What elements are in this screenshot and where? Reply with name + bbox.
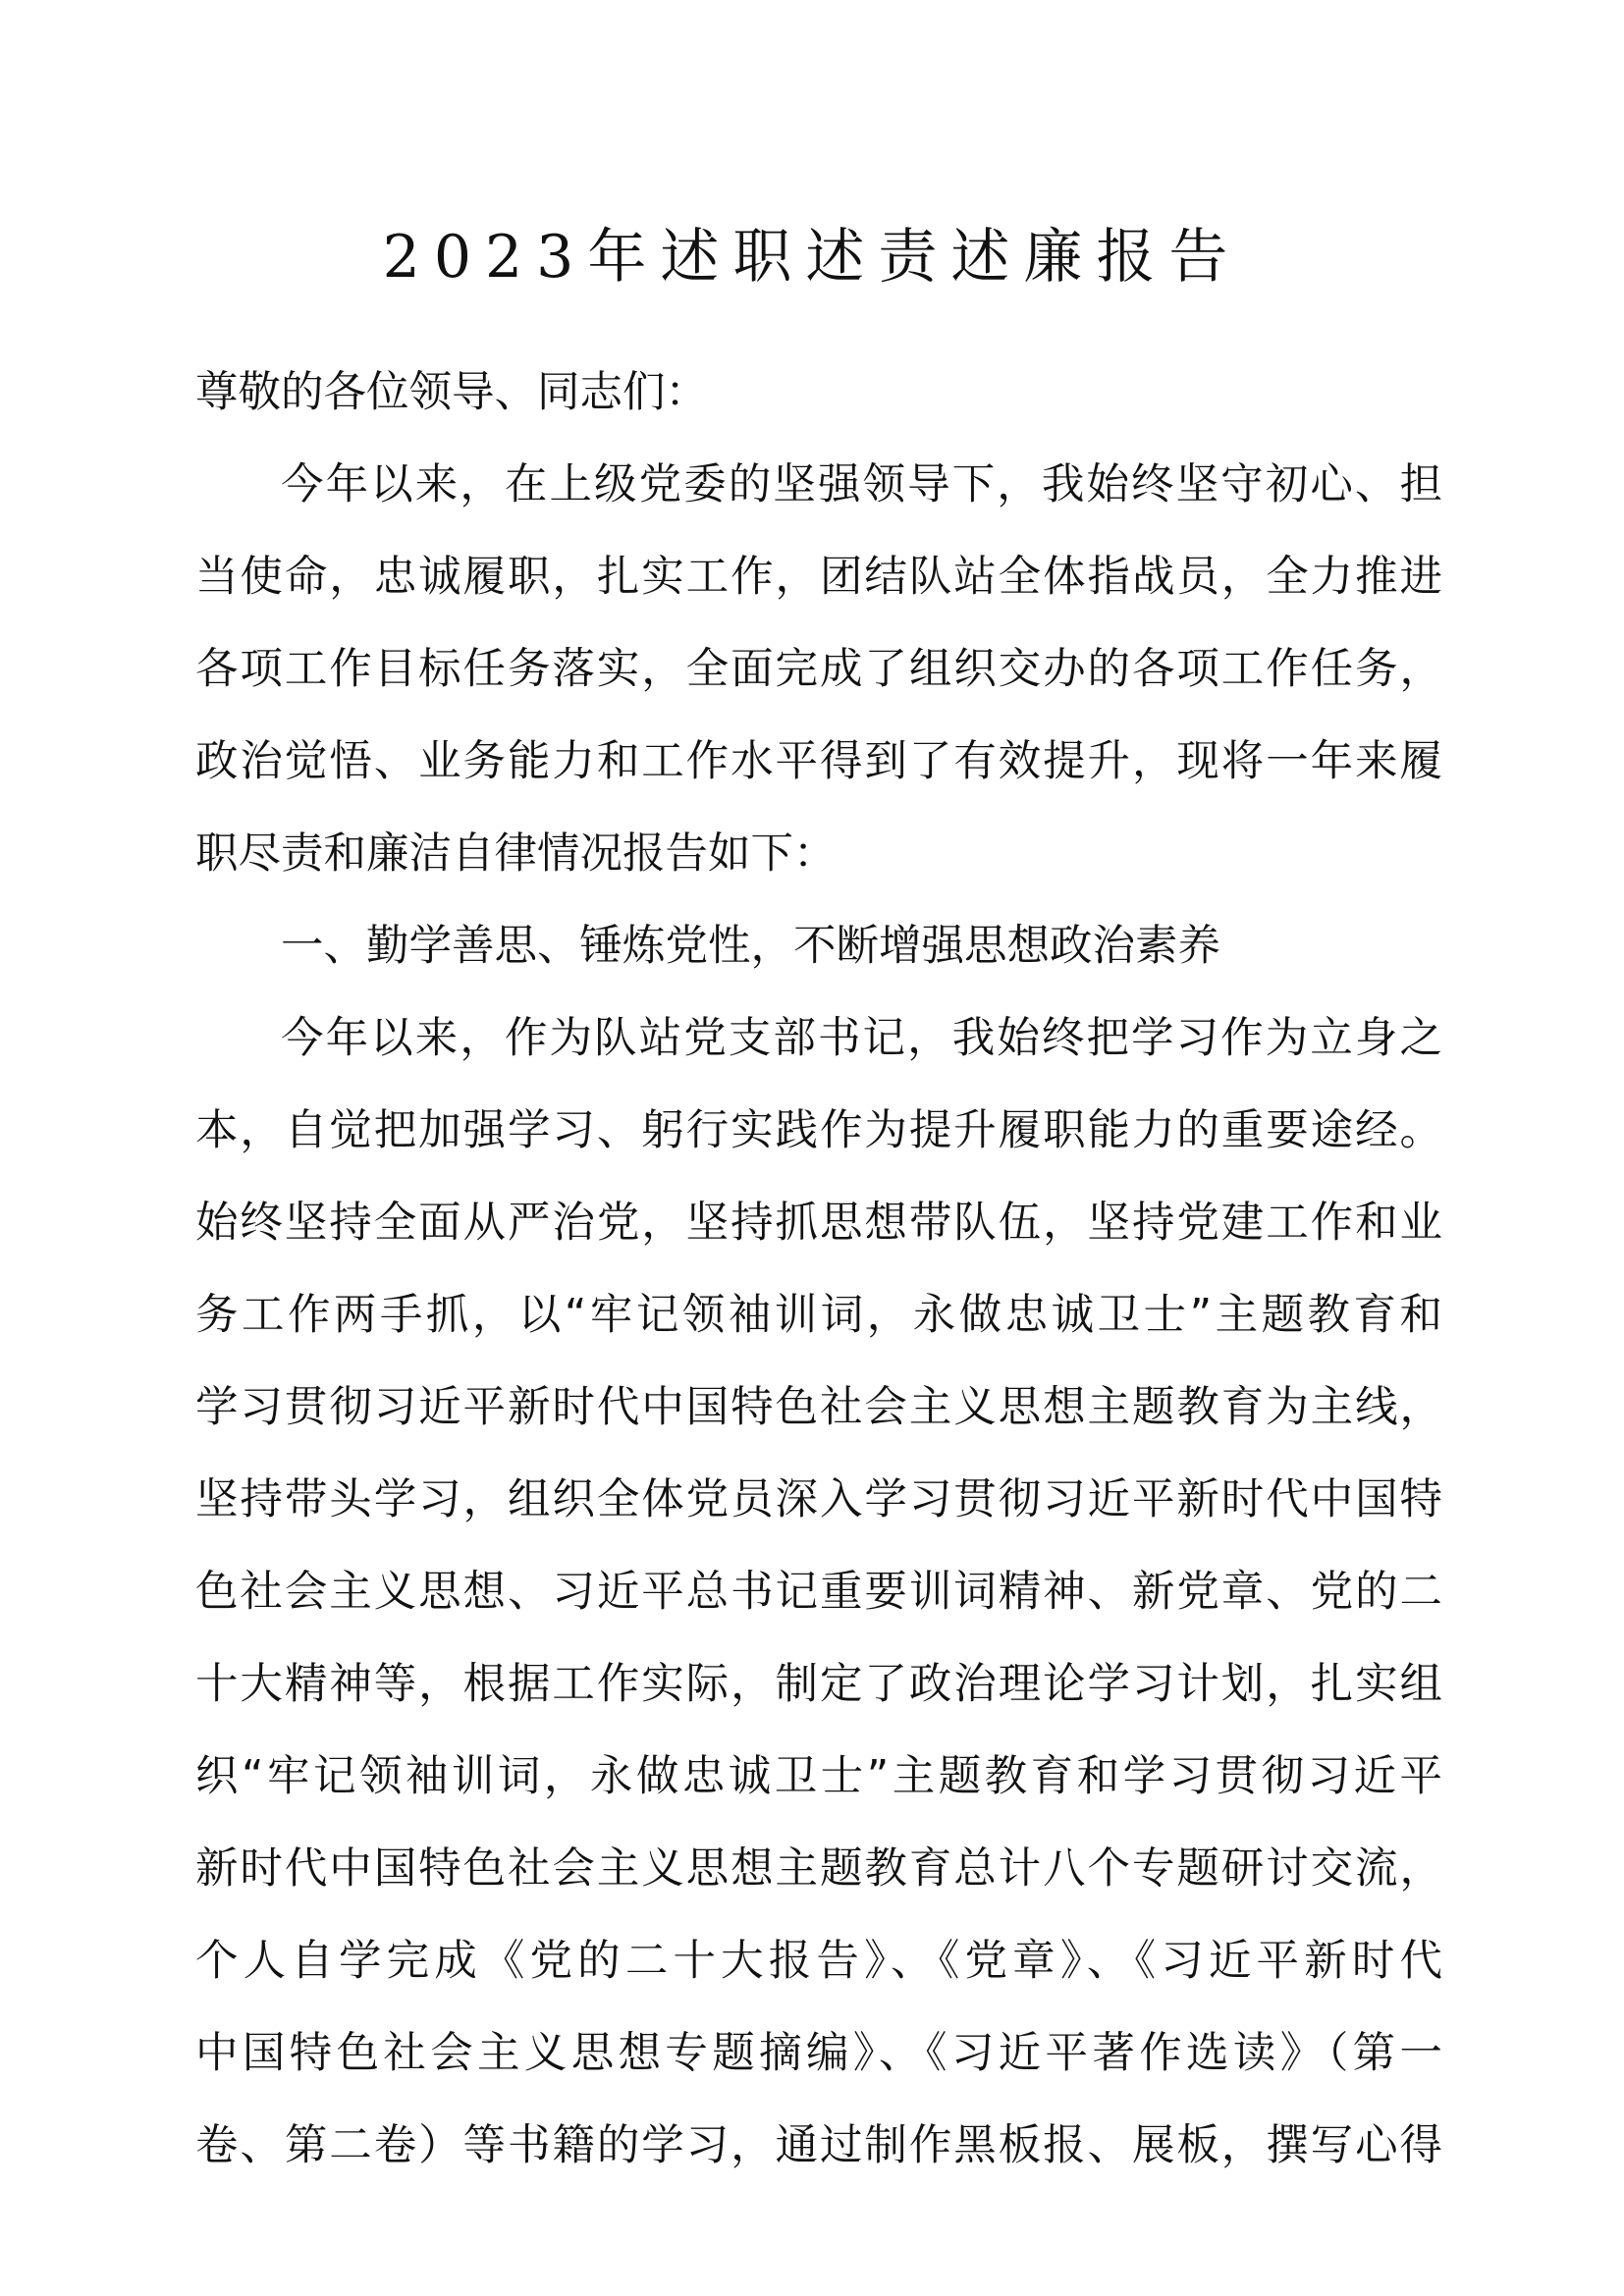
text-line: 坚持带头学习，组织全体党员深入学习贯彻习近平新时代中国特 (195, 1475, 1442, 1524)
text-line: 色社会主义思想、习近平总书记重要训词精神、新党章、党的二 (195, 1568, 1442, 1617)
text-line: 各项工作目标任务落实，全面完成了组织交办的各项工作任务， (195, 645, 1442, 694)
text-line: 一、勤学善思、锤炼党性，不断增强思想政治素养 (281, 922, 1220, 971)
document-title: 2023年述职述责述廉报告 (382, 223, 1242, 292)
text-line: 本，自觉把加强学习、躬行实践作为提升履职能力的重要途经。 (195, 1106, 1442, 1155)
text-line: 织“牢记领袖训词，永做忠诚卫士”主题教育和学习贯彻习近平 (195, 1752, 1442, 1801)
document-body (195, 347, 1442, 2192)
text-line: 务工作两手抓，以“牢记领袖训词，永做忠诚卫士”主题教育和 (195, 1291, 1442, 1340)
text-line: 卷、第二卷）等书籍的学习，通过制作黑板报、展板，撰写心得 (195, 2121, 1442, 2170)
text-line: 始终坚持全面从严治党，坚持抓思想带队伍，坚持党建工作和业 (195, 1199, 1442, 1248)
text-line: 学习贯彻习近平新时代中国特色社会主义思想主题教育为主线， (195, 1383, 1442, 1432)
salutation: 尊敬的各位领导、同志们： (195, 368, 708, 417)
text-line: 中国特色社会主义思想专题摘编》、《习近平著作选读》（第一 (195, 2029, 1442, 2078)
text-line: 今年以来，作为队站党支部书记，我始终把学习作为立身之 (281, 1014, 1442, 1063)
text-line: 个人自学完成《党的二十大报告》、《党章》、《习近平新时代 (195, 1937, 1442, 1986)
text-line: 十大精神等，根据工作实际，制定了政治理论学习计划，扎实组 (195, 1660, 1442, 1709)
text-line: 当使命，忠诚履职，扎实工作，团结队站全体指战员，全力推进 (195, 553, 1442, 602)
paragraph-lines (195, 439, 1442, 2192)
text-line: 职尽责和廉洁自律情况报告如下： (195, 829, 837, 879)
text-line: 政治觉悟、业务能力和工作水平得到了有效提升，现将一年来履 (195, 737, 1442, 786)
text-line: 今年以来，在上级党委的坚强领导下，我始终坚守初心、担 (281, 460, 1442, 509)
text-line: 新时代中国特色社会主义思想主题教育总计八个专题研讨交流， (195, 1844, 1442, 1894)
